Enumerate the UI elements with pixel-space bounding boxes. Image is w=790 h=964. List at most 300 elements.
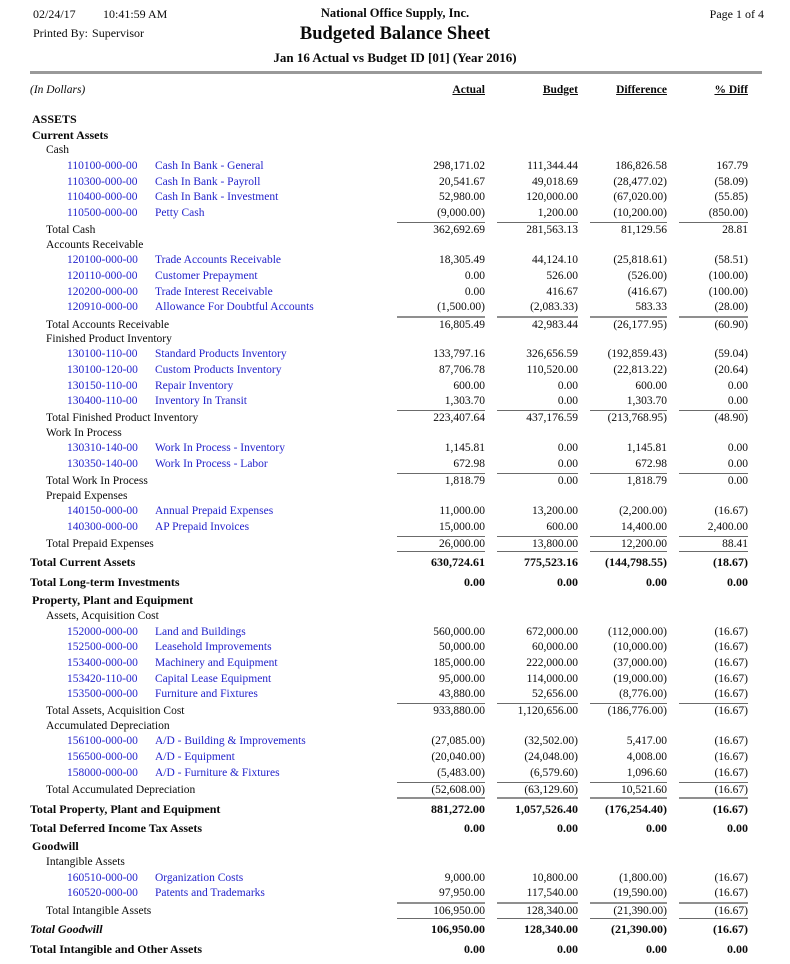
- difference-value: (112,000.00): [608, 625, 667, 638]
- actual-value: (52,608.00): [397, 782, 485, 799]
- account-label: [30, 190, 385, 206]
- budget-value: 110,520.00: [526, 364, 578, 376]
- report-row: [0, 918, 790, 939]
- account-number-link[interactable]: 152500-000-00: [67, 641, 138, 654]
- difference-value: 0.00: [646, 941, 667, 956]
- pct-diff-value: (16.67): [714, 505, 748, 518]
- report-row: [0, 489, 790, 505]
- account-number-link[interactable]: 130100-120-00: [67, 364, 138, 376]
- report-row: [0, 112, 790, 128]
- account-number-link[interactable]: 110300-000-00: [67, 175, 138, 188]
- report-time: 10:41:59 AM: [103, 7, 168, 21]
- difference-value: (2,200.00): [619, 505, 667, 518]
- difference-value: (526.00): [627, 269, 667, 282]
- pct-diff-value: (18.67): [679, 551, 748, 573]
- actual-value: 672.98: [453, 458, 485, 471]
- account-number-link[interactable]: 130150-110-00: [67, 379, 138, 392]
- report-row: [0, 656, 790, 672]
- actual-value: (9,000.00): [437, 207, 485, 220]
- pct-diff-value: (59.04): [714, 348, 748, 361]
- pct-diff-value: (16.67): [714, 887, 748, 900]
- account-description-link[interactable]: Trade Accounts Receivable: [155, 254, 282, 267]
- account-number-link[interactable]: 152000-000-00: [67, 625, 138, 638]
- difference-value: (22,813.22): [613, 364, 667, 376]
- pct-diff-value: (28.00): [714, 301, 748, 314]
- difference-value: 12,200.00: [590, 536, 667, 553]
- budget-value: 416.67: [546, 285, 578, 298]
- actual-value: 52,980.00: [439, 191, 485, 204]
- report-row: [0, 347, 790, 363]
- report-row: [0, 410, 790, 426]
- difference-value: (144,798.55): [590, 551, 667, 573]
- account-number-link[interactable]: 130310-140-00: [67, 442, 138, 455]
- printed-by-user: Supervisor: [92, 26, 145, 40]
- row-label: ASSETS: [32, 112, 77, 126]
- difference-value: (10,200.00): [613, 207, 667, 220]
- row-label: Total Assets, Acquisition Cost: [46, 705, 185, 718]
- report-row: [0, 300, 790, 316]
- account-label: [30, 656, 385, 672]
- account-description-link[interactable]: A/D - Equipment: [155, 751, 235, 764]
- report-row: [0, 672, 790, 688]
- budget-value: 437,176.59: [497, 410, 578, 427]
- report-row: [0, 782, 790, 798]
- pct-diff-value: (20.64): [714, 364, 748, 376]
- account-label: [30, 687, 385, 703]
- pct-diff-value: 0.00: [727, 442, 748, 455]
- actual-value: 0.00: [464, 269, 485, 282]
- account-number-link[interactable]: 130400-110-00: [67, 395, 138, 408]
- actual-value: 9,000.00: [444, 871, 485, 884]
- report-row: [0, 520, 790, 536]
- pct-diff-value: (100.00): [708, 269, 748, 282]
- pct-diff-value: (58.51): [714, 254, 748, 267]
- actual-value: 600.00: [453, 379, 485, 392]
- budget-value: (24,048.00): [524, 751, 578, 764]
- difference-value: (8,776.00): [619, 688, 667, 701]
- account-label: [30, 441, 385, 457]
- pct-diff-value: (16.67): [679, 703, 748, 720]
- pct-diff-value: (100.00): [708, 285, 748, 298]
- actual-value: 95,000.00: [439, 672, 485, 685]
- row-label: Accounts Receivable: [46, 238, 144, 251]
- pct-diff-value: 0.00: [727, 379, 748, 392]
- account-description-link[interactable]: Capital Lease Equipment: [155, 672, 272, 685]
- account-label: [30, 206, 385, 222]
- budget-value: 326,656.59: [526, 348, 578, 361]
- row-label: Total Long-term Investments: [30, 575, 180, 590]
- account-description-link[interactable]: Leasehold Improvements: [155, 641, 272, 654]
- pct-diff-value: (16.67): [679, 902, 748, 920]
- actual-value: 97,950.00: [439, 887, 485, 900]
- report-row: [0, 426, 790, 442]
- printed-by-label: Printed By:: [33, 26, 89, 40]
- budget-value: 0.00: [557, 379, 578, 392]
- account-description-link[interactable]: Allowance For Doubtful Accounts: [155, 301, 314, 314]
- budget-value: 222,000.00: [526, 657, 578, 669]
- actual-value: 43,880.00: [439, 688, 485, 701]
- account-description-link[interactable]: Annual Prepaid Expenses: [155, 505, 274, 518]
- account-label: [30, 394, 385, 410]
- budget-value: 0.00: [497, 473, 578, 490]
- difference-value: 583.33: [635, 301, 667, 314]
- report-row: [0, 128, 790, 144]
- pct-diff-value: (16.67): [714, 751, 748, 764]
- actual-value: 0.00: [464, 821, 485, 836]
- actual-value: 362,692.69: [397, 222, 485, 239]
- difference-value: (416.67): [627, 285, 667, 298]
- account-number-link[interactable]: 156100-000-00: [67, 735, 138, 748]
- account-description-link[interactable]: A/D - Furniture & Fixtures: [155, 766, 280, 779]
- report-row: [0, 640, 790, 656]
- account-description-link[interactable]: Trade Interest Receivable: [155, 285, 273, 298]
- budget-value: 117,540.00: [526, 887, 578, 900]
- row-label: Goodwill: [32, 839, 79, 854]
- budget-value: 1,120,656.00: [497, 703, 578, 720]
- actual-value: 16,805.49: [397, 316, 485, 334]
- account-number-link[interactable]: 130100-110-00: [67, 348, 138, 361]
- difference-value: (28,477.02): [613, 175, 667, 188]
- account-label: [30, 640, 385, 656]
- budget-value: 128,340.00: [497, 918, 578, 940]
- report-row: [0, 609, 790, 625]
- budget-value: (6,579.60): [530, 766, 578, 779]
- report-row: [0, 902, 790, 918]
- difference-value: 672.98: [635, 458, 667, 471]
- account-description-link[interactable]: Land and Buildings: [155, 625, 246, 638]
- difference-value: (26,177.95): [590, 316, 667, 334]
- pct-diff-value: 0.00: [727, 941, 748, 956]
- difference-value: (21,390.00): [590, 902, 667, 920]
- actual-value: 106,950.00: [397, 902, 485, 920]
- difference-value: 600.00: [635, 379, 667, 392]
- column-header-row: [0, 83, 790, 99]
- account-label: [30, 159, 385, 175]
- account-description-link[interactable]: AP Prepaid Invoices: [155, 520, 250, 533]
- row-label: Property, Plant and Equipment: [32, 593, 194, 608]
- account-number-link[interactable]: 110400-000-00: [67, 191, 138, 204]
- account-number-link[interactable]: 153400-000-00: [67, 657, 138, 669]
- actual-value: 1,818.79: [397, 473, 485, 490]
- account-description-link[interactable]: Cash In Bank - Investment: [155, 191, 279, 204]
- budget-value: 111,344.44: [527, 160, 578, 173]
- row-label: Cash: [46, 144, 69, 157]
- report-row: [0, 818, 790, 839]
- report-row: [0, 572, 790, 593]
- budget-value: 526.00: [546, 269, 578, 282]
- budget-value: 120,000.00: [526, 191, 578, 204]
- budget-value: 10,800.00: [532, 871, 578, 884]
- account-label: [30, 871, 385, 887]
- pct-diff-value: (58.09): [714, 175, 748, 188]
- account-number-link[interactable]: 156500-000-00: [67, 751, 138, 764]
- report-row: [0, 719, 790, 735]
- actual-value: 933,880.00: [397, 703, 485, 720]
- difference-value: 0.00: [646, 575, 667, 590]
- budget-value: 52,656.00: [532, 688, 578, 701]
- account-label: [30, 379, 385, 395]
- report-row: [0, 871, 790, 887]
- budget-value: 0.00: [557, 575, 578, 590]
- pct-diff-value: 167.79: [716, 160, 748, 173]
- difference-value: (186,776.00): [590, 703, 667, 720]
- pct-diff-value: (16.67): [714, 735, 748, 748]
- report-row: [0, 551, 790, 572]
- actual-value: (5,483.00): [437, 766, 485, 779]
- row-label: Total Intangible Assets: [46, 904, 152, 917]
- actual-value: 26,000.00: [397, 536, 485, 553]
- pct-diff-value: 0.00: [727, 395, 748, 408]
- budget-value: (2,083.33): [530, 301, 578, 314]
- pct-diff-value: (16.67): [714, 641, 748, 654]
- units-label: (In Dollars): [30, 84, 86, 96]
- pct-diff-value: (16.67): [714, 688, 748, 701]
- account-label: [30, 504, 385, 520]
- difference-value: (213,768.95): [590, 410, 667, 427]
- row-label: Total Accounts Receivable: [46, 318, 170, 331]
- pct-diff-value: 2,400.00: [707, 520, 748, 533]
- difference-value: 1,818.79: [590, 473, 667, 490]
- budget-value: 0.00: [557, 458, 578, 471]
- budget-value: 281,563.13: [497, 222, 578, 239]
- account-number-link[interactable]: 153420-110-00: [67, 672, 138, 685]
- account-label: [30, 457, 385, 473]
- actual-value: (20,040.00): [431, 751, 485, 764]
- row-label: Total Intangible and Other Assets: [30, 941, 203, 956]
- actual-value: 15,000.00: [439, 520, 485, 533]
- difference-value: (1,800.00): [619, 871, 667, 884]
- account-label: [30, 363, 385, 379]
- report-row: [0, 734, 790, 750]
- budget-value: 13,800.00: [497, 536, 578, 553]
- actual-value: 630,724.61: [397, 551, 485, 573]
- account-number-link[interactable]: 130350-140-00: [67, 458, 138, 471]
- row-label: Total Prepaid Expenses: [46, 537, 154, 550]
- difference-value: (67,020.00): [613, 191, 667, 204]
- budget-value: (32,502.00): [524, 735, 578, 748]
- row-label: Finished Product Inventory: [46, 332, 172, 345]
- actual-value: 133,797.16: [433, 348, 485, 361]
- difference-value: 1,096.60: [626, 766, 667, 779]
- actual-value: 0.00: [464, 285, 485, 298]
- account-number-link[interactable]: 120200-000-00: [67, 285, 138, 298]
- row-label: Work In Process: [46, 426, 122, 439]
- report-row: [0, 332, 790, 348]
- actual-value: (1,500.00): [437, 301, 485, 314]
- pct-diff-value: (16.67): [679, 782, 748, 799]
- report-date: 02/24/17: [33, 7, 76, 21]
- account-number-link[interactable]: 158000-000-00: [67, 766, 138, 779]
- account-number-link[interactable]: 110500-000-00: [67, 207, 138, 220]
- pct-diff-value: (16.67): [714, 672, 748, 685]
- account-label: [30, 672, 385, 688]
- budget-value: 775,523.16: [497, 551, 578, 573]
- report-row: [0, 394, 790, 410]
- pct-diff-value: 0.00: [727, 458, 748, 471]
- company-name: National Office Supply, Inc.: [320, 6, 470, 20]
- account-number-link[interactable]: 120100-000-00: [67, 254, 138, 267]
- budget-value: 600.00: [546, 520, 578, 533]
- difference-value: 4,008.00: [626, 751, 667, 764]
- row-label: Assets, Acquisition Cost: [46, 609, 159, 622]
- row-label: Total Current Assets: [30, 555, 136, 570]
- row-label: Accumulated Depreciation: [46, 719, 170, 732]
- difference-value: (10,000.00): [613, 641, 667, 654]
- report-row: [0, 159, 790, 175]
- report-row: [0, 886, 790, 902]
- account-label: [30, 175, 385, 191]
- row-label: Total Work In Process: [46, 474, 148, 487]
- actual-value: 185,000.00: [433, 657, 485, 669]
- row-label: Intangible Assets: [46, 855, 125, 868]
- pct-diff-value: (16.67): [679, 797, 748, 820]
- row-label: Prepaid Expenses: [46, 489, 128, 502]
- difference-value: (19,000.00): [613, 672, 667, 685]
- budget-value: 128,340.00: [497, 902, 578, 920]
- budget-value: 42,983.44: [497, 316, 578, 334]
- account-description-link[interactable]: Organization Costs: [155, 871, 244, 884]
- report-row: [0, 593, 790, 609]
- account-number-link[interactable]: 110100-000-00: [67, 160, 138, 173]
- report-row: [0, 190, 790, 206]
- report-row: [0, 703, 790, 719]
- account-label: [30, 750, 385, 766]
- pct-diff-value: (16.67): [714, 625, 748, 638]
- row-label: Total Property, Plant and Equipment: [30, 802, 221, 817]
- budget-value: 672,000.00: [526, 625, 578, 638]
- actual-value: 20,541.67: [439, 175, 485, 188]
- actual-value: 1,303.70: [444, 395, 485, 408]
- row-label: Total Finished Product Inventory: [46, 412, 199, 425]
- account-description-link[interactable]: Patents and Trademarks: [155, 887, 265, 900]
- account-description-link[interactable]: Cash In Bank - General: [155, 160, 264, 173]
- difference-value: 1,303.70: [626, 395, 667, 408]
- report-row: [0, 939, 790, 960]
- budget-value: 0.00: [557, 941, 578, 956]
- account-description-link[interactable]: Petty Cash: [155, 207, 205, 220]
- report-row: [0, 269, 790, 285]
- account-label: [30, 520, 385, 536]
- column-header-actual: Actual: [452, 84, 485, 96]
- budget-value: 60,000.00: [532, 641, 578, 654]
- report-row: [0, 253, 790, 269]
- budget-value: (63,129.60): [497, 782, 578, 799]
- account-description-link[interactable]: Customer Prepayment: [155, 269, 258, 282]
- report-row: [0, 766, 790, 782]
- account-number-link[interactable]: 140150-000-00: [67, 505, 138, 518]
- pct-diff-value: 28.81: [679, 222, 748, 239]
- report-row: [0, 687, 790, 703]
- report-row: [0, 316, 790, 332]
- account-number-link[interactable]: 160510-000-00: [67, 871, 138, 884]
- account-description-link[interactable]: Inventory In Transit: [155, 395, 247, 408]
- report-row: [0, 855, 790, 871]
- report-row: [0, 457, 790, 473]
- budget-value: 13,200.00: [532, 505, 578, 518]
- difference-value: 186,826.58: [615, 160, 667, 173]
- pct-diff-value: 0.00: [727, 575, 748, 590]
- page-indicator: Page 1 of 4: [709, 7, 764, 21]
- budget-value: 0.00: [557, 442, 578, 455]
- account-number-link[interactable]: 120910-000-00: [67, 301, 138, 314]
- account-number-link[interactable]: 140300-000-00: [67, 520, 138, 533]
- pct-diff-value: (16.67): [714, 871, 748, 884]
- actual-value: 18,305.49: [439, 254, 485, 267]
- account-description-link[interactable]: Standard Products Inventory: [155, 348, 287, 361]
- report-row: [0, 839, 790, 855]
- actual-value: 298,171.02: [433, 160, 485, 173]
- row-label: Total Goodwill: [30, 921, 103, 936]
- pct-diff-value: (850.00): [708, 207, 748, 220]
- difference-value: 0.00: [646, 821, 667, 836]
- account-label: [30, 886, 385, 902]
- pct-diff-value: (16.67): [714, 766, 748, 779]
- account-description-link[interactable]: Work In Process - Labor: [155, 458, 268, 471]
- account-description-link[interactable]: Cash In Bank - Payroll: [155, 175, 261, 188]
- difference-value: (176,254.40): [590, 797, 667, 820]
- row-label: Total Cash: [46, 223, 96, 236]
- row-label: Total Deferred Income Tax Assets: [30, 821, 202, 836]
- account-label: [30, 766, 385, 782]
- budget-value: 1,200.00: [537, 207, 578, 220]
- account-description-link[interactable]: Furniture and Fixtures: [155, 688, 258, 701]
- difference-value: 81,129.56: [590, 222, 667, 239]
- account-label: [30, 625, 385, 641]
- actual-value: 223,407.64: [397, 410, 485, 427]
- account-number-link[interactable]: 153500-000-00: [67, 688, 138, 701]
- pct-diff-value: 88.41: [679, 536, 748, 553]
- difference-value: (37,000.00): [613, 657, 667, 669]
- actual-value: 87,706.78: [439, 364, 485, 376]
- account-label: [30, 253, 385, 269]
- actual-value: 106,950.00: [397, 918, 485, 940]
- report-row: [0, 441, 790, 457]
- report-row: [0, 222, 790, 238]
- account-description-link[interactable]: Custom Products Inventory: [155, 364, 282, 376]
- account-description-link[interactable]: Repair Inventory: [155, 379, 234, 392]
- column-header-budget: Budget: [542, 84, 578, 96]
- actual-value: 0.00: [464, 575, 485, 590]
- difference-value: 5,417.00: [626, 735, 667, 748]
- account-label: [30, 269, 385, 285]
- actual-value: 1,145.81: [444, 442, 485, 455]
- budget-value: 49,018.69: [532, 175, 578, 188]
- pct-diff-value: (16.67): [679, 918, 748, 940]
- difference-value: (25,818.61): [613, 254, 667, 267]
- actual-value: 881,272.00: [397, 797, 485, 820]
- actual-value: 11,000.00: [439, 505, 485, 518]
- difference-value: 10,521.60: [590, 782, 667, 799]
- report-row: [0, 504, 790, 520]
- account-description-link[interactable]: Machinery and Equipment: [155, 657, 278, 669]
- budget-value: 44,124.10: [532, 254, 578, 267]
- difference-value: (21,390.00): [590, 918, 667, 940]
- report-row: [0, 285, 790, 301]
- report-row: [0, 536, 790, 552]
- account-label: [30, 300, 385, 316]
- account-description-link[interactable]: A/D - Building & Improvements: [155, 735, 306, 748]
- account-number-link[interactable]: 160520-000-00: [67, 887, 138, 900]
- report-row: [0, 206, 790, 222]
- account-label: [30, 285, 385, 301]
- report-row: [0, 473, 790, 489]
- actual-value: 0.00: [464, 941, 485, 956]
- row-label: Current Assets: [32, 127, 109, 142]
- report-row: [0, 797, 790, 818]
- column-header-pct-diff: % Diff: [714, 84, 748, 96]
- account-number-link[interactable]: 120110-000-00: [67, 269, 138, 282]
- account-description-link[interactable]: Work In Process - Inventory: [155, 442, 286, 455]
